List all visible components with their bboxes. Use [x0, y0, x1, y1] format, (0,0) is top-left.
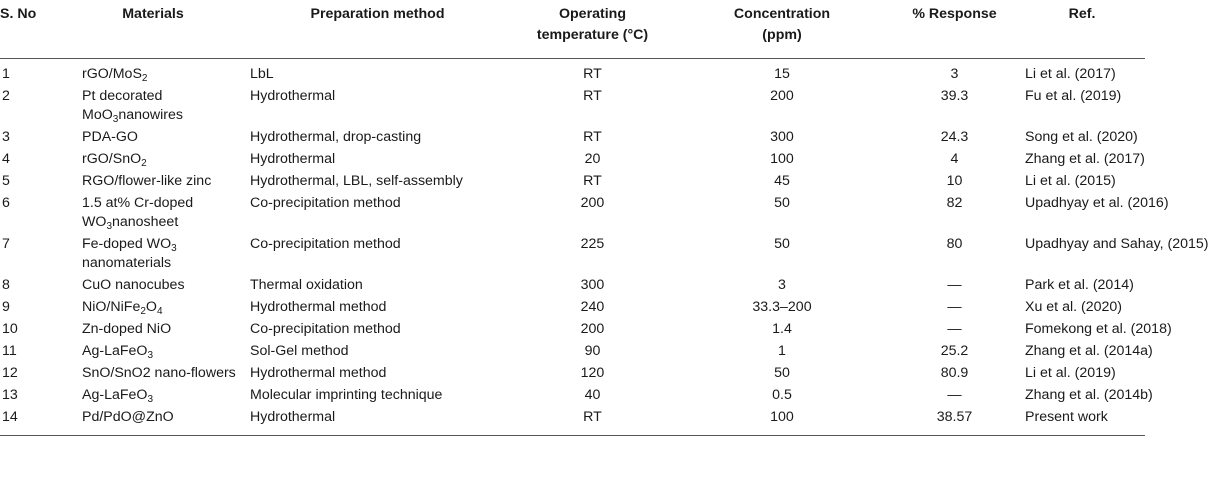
- table-body: [0, 59, 1209, 436]
- table-row: [0, 149, 1145, 171]
- cell-concentration: 100: [770, 151, 794, 167]
- cell-response: 24.3: [940, 129, 969, 145]
- material-tail: O: [145, 299, 157, 315]
- cell-material: [62, 319, 244, 341]
- material-tail: nanomaterials: [82, 255, 172, 271]
- cell-concentration: 50: [774, 195, 790, 211]
- cell-concentration: 300: [770, 129, 794, 145]
- material-text: Pt decorated MoO: [82, 88, 163, 123]
- cell-material: [62, 341, 244, 363]
- cell-ref: Zhang et al. (2014b): [1025, 387, 1153, 403]
- cell-operating-temperature: RT: [583, 173, 602, 189]
- cell-preparation-method: Hydrothermal method: [250, 299, 387, 315]
- material-text: Ag-LaFeO: [82, 343, 148, 359]
- material-text: NiO/NiFe: [82, 299, 141, 315]
- cell-preparation-method: Hydrothermal, drop-casting: [250, 129, 422, 145]
- header-preparation-method: Preparation method: [310, 6, 445, 22]
- cell-ref: Present work: [1025, 409, 1108, 425]
- cell-concentration: 3: [778, 277, 786, 293]
- cell-concentration: 45: [774, 173, 790, 189]
- cell-preparation-method: Hydrothermal, LBL, self-assembly: [250, 173, 463, 189]
- cell-concentration: 15: [774, 66, 790, 82]
- cell-response: —: [947, 387, 962, 403]
- cell-response: 10: [946, 173, 963, 189]
- cell-response: —: [947, 321, 962, 337]
- material-text: rGO/MoS: [82, 66, 142, 82]
- cell-sno: 3: [2, 129, 10, 145]
- cell-sno: 6: [2, 195, 10, 211]
- cell-response: 39.3: [940, 88, 969, 104]
- cell-concentration: 50: [774, 365, 790, 381]
- header-operating-temperature: [511, 0, 674, 59]
- header-conc-line1: Concentration: [733, 6, 831, 22]
- cell-ref: Upadhyay et al. (2016): [1025, 195, 1169, 211]
- header-conc-line2: (ppm): [762, 27, 802, 43]
- cell-concentration: 200: [770, 88, 794, 104]
- cell-ref: Xu et al. (2020): [1025, 299, 1123, 315]
- cell-sno: 9: [2, 299, 10, 315]
- cell-sno: 12: [2, 365, 18, 381]
- cell-operating-temperature: 240: [580, 299, 605, 315]
- cell-preparation-method: LbL: [250, 66, 274, 82]
- header-temp-line2: temperature (°C): [536, 27, 649, 43]
- cell-sno: 7: [2, 236, 10, 252]
- cell-preparation-method: Co-precipitation method: [250, 321, 401, 337]
- material-subscript: 3: [106, 221, 112, 232]
- cell-response: 82: [946, 195, 963, 211]
- cell-ref: Li et al. (2017): [1025, 66, 1116, 82]
- cell-material: [62, 275, 244, 297]
- cell-ref: Fomekong et al. (2018): [1025, 321, 1172, 337]
- cell-concentration: 1: [778, 343, 786, 359]
- cell-sno: 11: [2, 343, 17, 359]
- cell-preparation-method: Molecular imprinting technique: [250, 387, 443, 403]
- material-subscript: 3: [147, 350, 154, 361]
- cell-operating-temperature: 200: [580, 195, 605, 211]
- material-text: PDA-GO: [82, 129, 138, 145]
- header-row: [0, 0, 1145, 59]
- table-row: [0, 171, 1145, 193]
- table-row: [0, 385, 1145, 407]
- cell-material: [62, 363, 244, 385]
- cell-preparation-method: Co-precipitation method: [250, 195, 401, 211]
- cell-sno: 13: [2, 387, 18, 403]
- material-text: Fe-doped WO: [82, 236, 172, 252]
- material-subscript: 2: [141, 73, 148, 84]
- cell-operating-temperature: 90: [584, 343, 601, 359]
- table-row: [0, 341, 1145, 363]
- table-row: [0, 86, 1145, 127]
- cell-material: [62, 127, 244, 149]
- material-text: Pd/PdO@ZnO: [82, 409, 174, 425]
- cell-operating-temperature: RT: [583, 409, 602, 425]
- cell-response: —: [947, 277, 962, 293]
- table-row: [0, 193, 1145, 234]
- cell-ref: Zhang et al. (2014a): [1025, 343, 1153, 359]
- cell-material: [62, 59, 244, 87]
- material-text: rGO/SnO: [82, 151, 142, 167]
- cell-sno: 14: [2, 409, 18, 425]
- material-text: CuO nanocubes: [82, 277, 185, 293]
- cell-concentration: 100: [770, 409, 794, 425]
- table-row: [0, 319, 1145, 341]
- cell-material: [62, 297, 244, 319]
- cell-concentration: 50: [774, 236, 790, 252]
- cell-preparation-method: Sol-Gel method: [250, 343, 349, 359]
- cell-operating-temperature: 300: [580, 277, 605, 293]
- cell-sno: 5: [2, 173, 10, 189]
- material-subscript: 2: [141, 158, 147, 169]
- material-subscript: 3: [171, 243, 177, 254]
- cell-operating-temperature: RT: [583, 66, 602, 82]
- material-text: 1.5 at% Cr-doped WO: [82, 195, 194, 230]
- material-subscript: 3: [147, 394, 154, 405]
- header-temp-line1: Operating: [558, 6, 626, 22]
- material-text: SnO/SnO2 nano-flowers: [82, 365, 236, 381]
- cell-ref: Park et al. (2014): [1025, 277, 1134, 293]
- cell-material: [62, 193, 244, 234]
- header-response: % Response: [912, 6, 997, 22]
- cell-sno: 1: [2, 66, 10, 82]
- table-header: [0, 0, 1145, 59]
- cell-concentration: 1.4: [772, 321, 792, 337]
- cell-response: 38.57: [936, 409, 973, 425]
- cell-material: [62, 86, 244, 127]
- header-concentration: [674, 0, 890, 59]
- cell-response: 4: [950, 151, 959, 167]
- table-row: [0, 275, 1145, 297]
- cell-response: 80.9: [940, 365, 969, 381]
- cell-ref: Song et al. (2020): [1025, 129, 1138, 145]
- material-tail: nanowires: [118, 107, 183, 123]
- cell-preparation-method: Thermal oxidation: [250, 277, 363, 293]
- table-row: [0, 234, 1145, 275]
- cell-ref: Zhang et al. (2017): [1025, 151, 1145, 167]
- cell-material: [62, 407, 244, 436]
- cell-material: [62, 171, 244, 193]
- cell-ref: Li et al. (2019): [1025, 365, 1116, 381]
- cell-response: 80: [946, 236, 963, 252]
- cell-concentration: 0.5: [772, 387, 792, 403]
- material-subscript: 3: [112, 114, 119, 125]
- material-text: Zn-doped NiO: [82, 321, 172, 337]
- cell-ref: Fu et al. (2019): [1025, 88, 1122, 104]
- material-text: Ag-LaFeO: [82, 387, 148, 403]
- cell-response: —: [947, 299, 962, 315]
- material-tail: nanosheet: [112, 214, 179, 230]
- cell-sno: 4: [2, 151, 10, 167]
- cell-ref: Li et al. (2015): [1025, 173, 1116, 189]
- cell-material: [62, 149, 244, 171]
- cell-ref: Upadhyay and Sahay, (2015): [1025, 236, 1209, 252]
- cell-operating-temperature: 40: [584, 387, 601, 403]
- cell-sno: 10: [2, 321, 18, 337]
- cell-preparation-method: Hydrothermal: [250, 151, 336, 167]
- cell-response: 3: [950, 66, 959, 82]
- cell-operating-temperature: 120: [580, 365, 605, 381]
- cell-preparation-method: Co-precipitation method: [250, 236, 401, 252]
- cell-preparation-method: Hydrothermal method: [250, 365, 387, 381]
- header-materials: Materials: [122, 6, 184, 22]
- cell-operating-temperature: RT: [583, 88, 602, 104]
- material-subscript: 2: [140, 306, 146, 317]
- table-row: [0, 363, 1145, 385]
- cell-concentration: 33.3–200: [752, 299, 812, 315]
- table-row: [0, 407, 1145, 436]
- header-sno: S. No: [0, 6, 37, 22]
- table-row: [0, 127, 1145, 149]
- cell-response: 25.2: [940, 343, 969, 359]
- cell-sno: 2: [2, 88, 10, 104]
- table-row: [0, 59, 1145, 87]
- header-ref: Ref.: [1068, 6, 1096, 22]
- material-subscript-2: 4: [156, 306, 163, 317]
- cell-preparation-method: Hydrothermal: [250, 88, 336, 104]
- table-row: [0, 297, 1145, 319]
- cell-operating-temperature: 200: [580, 321, 605, 337]
- cell-preparation-method: Hydrothermal: [250, 409, 336, 425]
- cell-sno: 8: [2, 277, 10, 293]
- cell-operating-temperature: 225: [580, 236, 605, 252]
- cell-material: [62, 234, 244, 275]
- cell-material: [62, 385, 244, 407]
- cell-operating-temperature: RT: [583, 129, 602, 145]
- material-text: RGO/flower-like zinc: [82, 173, 212, 189]
- cell-operating-temperature: 20: [584, 151, 601, 167]
